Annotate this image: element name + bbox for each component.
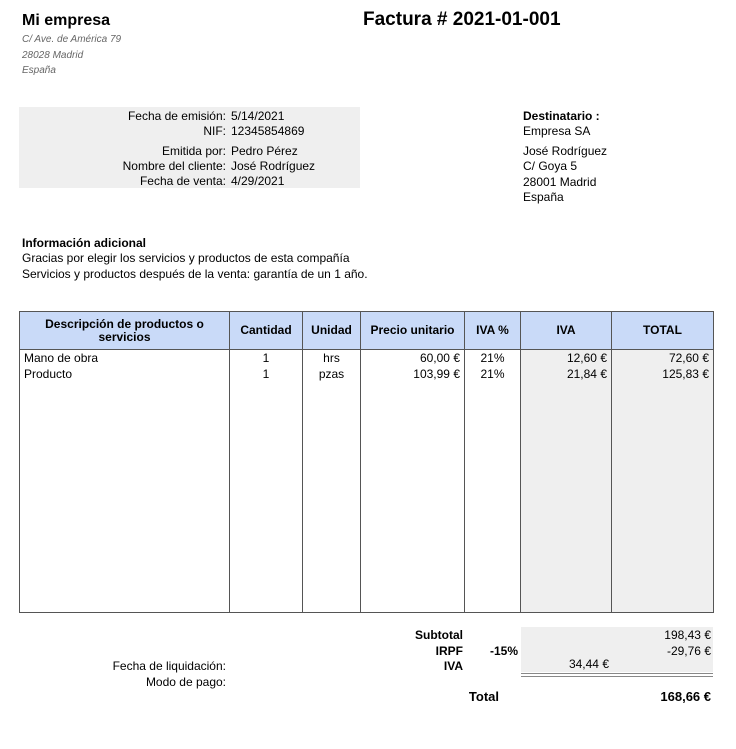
cell-unit: pzas (303, 366, 361, 382)
subtotal-value: 198,43 € (664, 628, 711, 642)
totals-divider (521, 676, 713, 677)
additional-info-heading: Información adicional (22, 236, 147, 250)
totals-divider (521, 673, 713, 674)
invoice-meta-box (19, 107, 360, 188)
column-header-quantity: Cantidad (230, 312, 303, 350)
iva-total-value: 34,44 € (568, 657, 609, 671)
issued-by-label: Emitida por: (161, 144, 226, 158)
table-row (20, 366, 714, 382)
cell-unit-price: 103,99 € (361, 366, 465, 382)
cell-total: 125,83 € (612, 366, 714, 382)
recipient-street: C/ Goya 5 (523, 159, 578, 173)
cell-iva: 12,60 € (521, 350, 612, 367)
company-address-line: 28028 Madrid (22, 50, 84, 61)
table-row (20, 350, 714, 367)
cell-unit-price: 60,00 € (361, 350, 465, 367)
cell-quantity: 1 (230, 350, 303, 367)
sale-date-label: Fecha de venta: (139, 174, 226, 188)
irpf-rate: -15% (489, 644, 518, 658)
nif-label: NIF: (203, 124, 226, 138)
column-header-iva-percent: IVA % (465, 312, 521, 350)
grand-total-value: 168,66 € (660, 689, 711, 704)
column-header-unit-price: Precio unitario (361, 312, 465, 350)
column-header-total: TOTAL (612, 312, 714, 350)
additional-info-line: Gracias por elegir los servicios y productos de esta compañía (22, 251, 350, 265)
client-name-value: José Rodríguez (231, 159, 316, 173)
cell-iva: 21,84 € (521, 366, 612, 382)
recipient-city: 28001 Madrid (523, 175, 597, 189)
settlement-date-label: Fecha de liquidación: (112, 659, 226, 673)
cell-iva-percent: 21% (465, 350, 521, 367)
cell-total: 72,60 € (612, 350, 714, 367)
cell-description: Producto (20, 366, 230, 382)
issued-by-value: Pedro Pérez (231, 144, 298, 158)
company-name: Mi empresa (22, 12, 111, 29)
issue-date-value: 5/14/2021 (231, 109, 285, 123)
client-name-label: Nombre del cliente: (122, 159, 226, 173)
issue-date-label: Fecha de emisión: (127, 109, 226, 123)
company-address-line: España (22, 65, 56, 76)
column-header-iva: IVA (521, 312, 612, 350)
table-empty-area (20, 382, 714, 613)
payment-method-label: Modo de pago: (145, 675, 226, 689)
grand-total-label: Total (468, 689, 499, 704)
cell-description: Mano de obra (20, 350, 230, 367)
sale-date-value: 4/29/2021 (231, 174, 285, 188)
recipient-company: Empresa SA (523, 124, 591, 138)
column-header-description: Descripción de productos o servicios (20, 312, 230, 350)
irpf-label: IRPF (435, 644, 463, 658)
recipient-heading: Destinatario : (523, 109, 600, 123)
cell-unit: hrs (303, 350, 361, 367)
cell-iva-percent: 21% (465, 366, 521, 382)
subtotal-label: Subtotal (415, 628, 463, 642)
invoice-title: Factura # 2021-01-001 (363, 9, 561, 30)
company-address-line: C/ Ave. de América 79 (22, 34, 122, 45)
recipient-country: España (523, 190, 564, 204)
recipient-name: José Rodríguez (523, 144, 608, 158)
nif-value: 12345854869 (231, 124, 305, 138)
column-header-unit: Unidad (303, 312, 361, 350)
iva-total-label: IVA (443, 659, 463, 673)
items-table (19, 311, 714, 613)
additional-info-line: Servicios y productos después de la venta: garantía de un 1 año. (22, 267, 368, 281)
cell-quantity: 1 (230, 366, 303, 382)
table-header-row (20, 312, 714, 350)
irpf-value: -29,76 € (666, 644, 711, 658)
